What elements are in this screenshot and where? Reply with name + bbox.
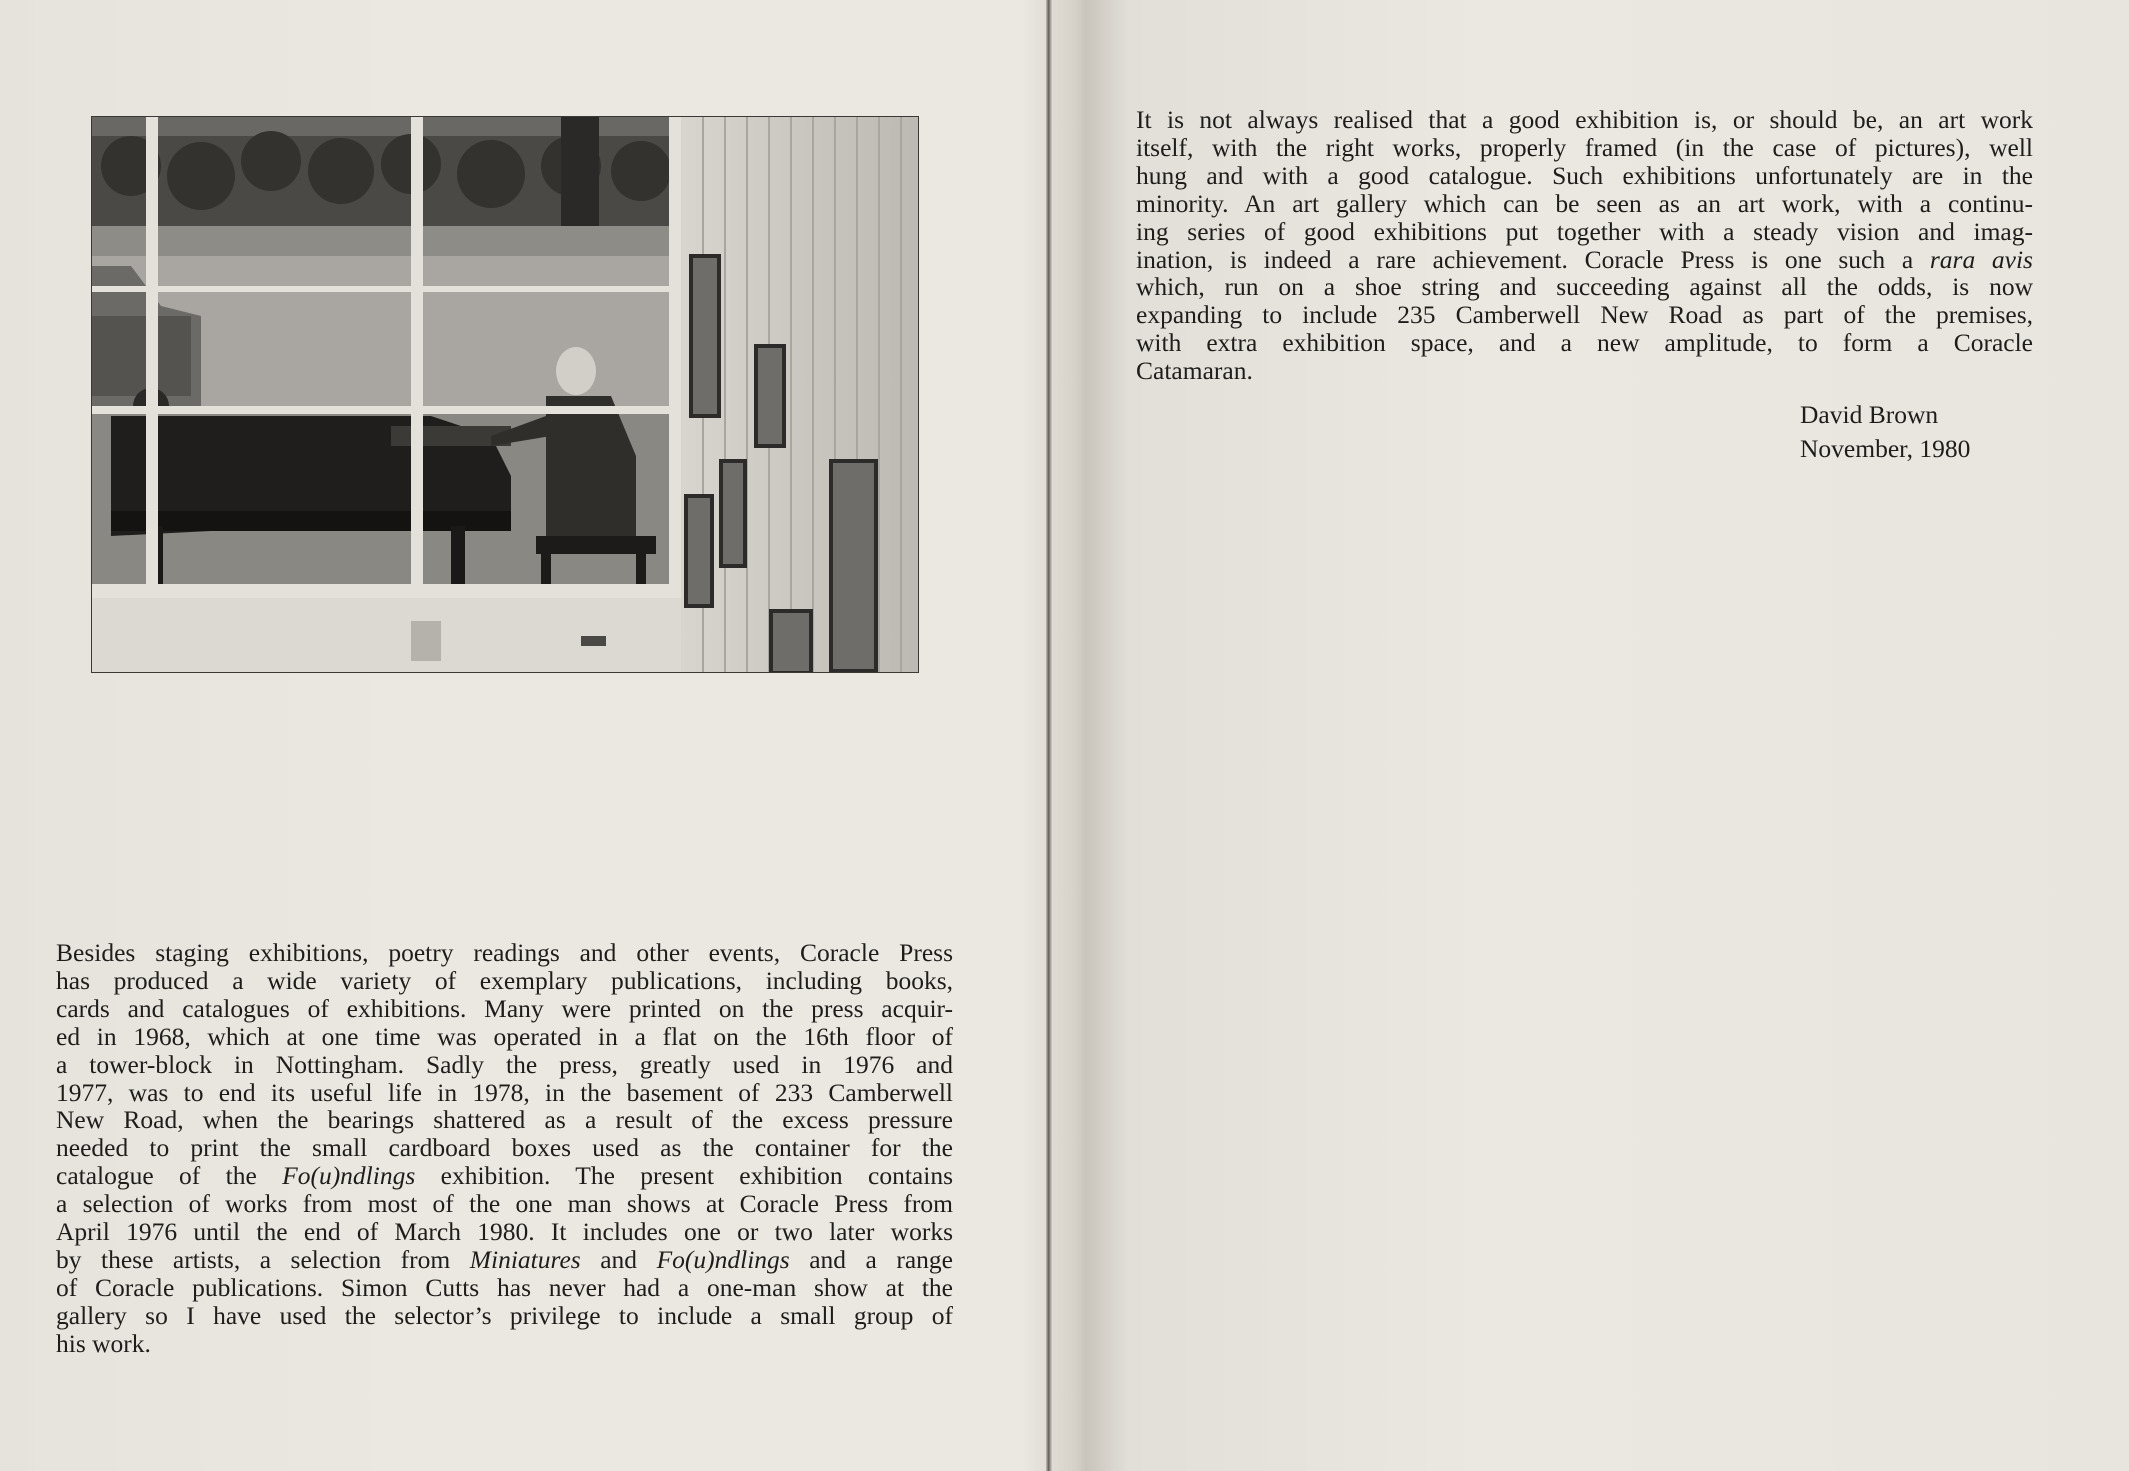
text-line: itself, with the right works, properly framed (in the case of pictures), well [1136, 132, 2033, 162]
left-body-paragraph [56, 939, 953, 1358]
text-line: 1977, was to end its useful life in 1978, in the basement of 233 Camberwell [56, 1077, 953, 1107]
text-line: cards and catalogues of exhibitions. Many were printed on the press acquir- [56, 993, 953, 1023]
signature-date: November, 1980 [1800, 434, 1971, 463]
right-body-paragraph [1136, 106, 2033, 385]
text-run: and a range [789, 1244, 954, 1274]
text-line: Besides staging exhibitions, poetry readings and other events, Coracle Press [56, 938, 953, 967]
text-line [56, 1162, 953, 1190]
text-line: needed to print the small cardboard boxes used as the container for the [56, 1133, 953, 1163]
text-run: and [580, 1244, 657, 1274]
text-line: hung and with a good catalogue. Such exhibitions unfortunately are in the [1136, 160, 2033, 190]
text-run: by these artists, a selection from [56, 1244, 470, 1274]
book-gutter [1046, 0, 1052, 1471]
text-line [56, 1246, 953, 1274]
publication-title: Miniatures [469, 1244, 581, 1274]
rara-avis-italic: rara avis [1929, 244, 2033, 274]
text-line: ed in 1968, which at one time was operated in a flat on the 16th floor of [56, 1021, 953, 1051]
photograph-pianist-in-gallery-icon [91, 116, 919, 673]
exhibition-title: Fo(u)ndlings [282, 1161, 416, 1191]
text-run: ination, is indeed a rare achievement. Coracle Press is one such a [1136, 244, 1930, 274]
text-line: expanding to include 235 Camberwell New Road as part of the premises, [1136, 300, 2033, 330]
text-line: minority. An art gallery which can be seen as an art work, with a continu- [1136, 188, 2033, 218]
text-line: April 1976 until the end of March 1980. It includes one or two later works [56, 1217, 953, 1247]
text-line: which, run on a shoe string and succeeding against all the odds, is now [1136, 272, 2033, 302]
text-line: New Road, when the bearings shattered as a result of the excess pressure [56, 1105, 953, 1135]
author-name: David Brown [1800, 400, 1939, 429]
publication-title: Fo(u)ndlings [656, 1244, 790, 1274]
text-line: with extra exhibition space, and a new amplitude, to form a Coracle [1136, 328, 2033, 358]
text-run: exhibition. The present exhibition contains [415, 1161, 953, 1191]
text-line: It is not always realised that a good exhibition is, or should be, an art work [1136, 105, 2033, 134]
text-line: his work. [56, 1328, 151, 1358]
text-line: of Coracle publications. Simon Cutts has never had a one-man show at the [56, 1272, 953, 1302]
text-line: a selection of works from most of the one man shows at Coracle Press from [56, 1189, 953, 1219]
text-line: gallery so I have used the selector’s privilege to include a small group of [56, 1300, 953, 1330]
text-line: a tower-block in Nottingham. Sadly the press, greatly used in 1976 and [56, 1049, 953, 1079]
signature-block [1800, 398, 1970, 466]
text-line: ing series of good exhibitions put together with a steady vision and imag- [1136, 216, 2033, 246]
text-run: catalogue of the [56, 1161, 283, 1191]
text-line: Catamaran. [1136, 356, 1253, 386]
text-line: has produced a wide variety of exemplary publications, including books, [56, 965, 953, 995]
text-line-rara-avis [1136, 246, 2033, 274]
